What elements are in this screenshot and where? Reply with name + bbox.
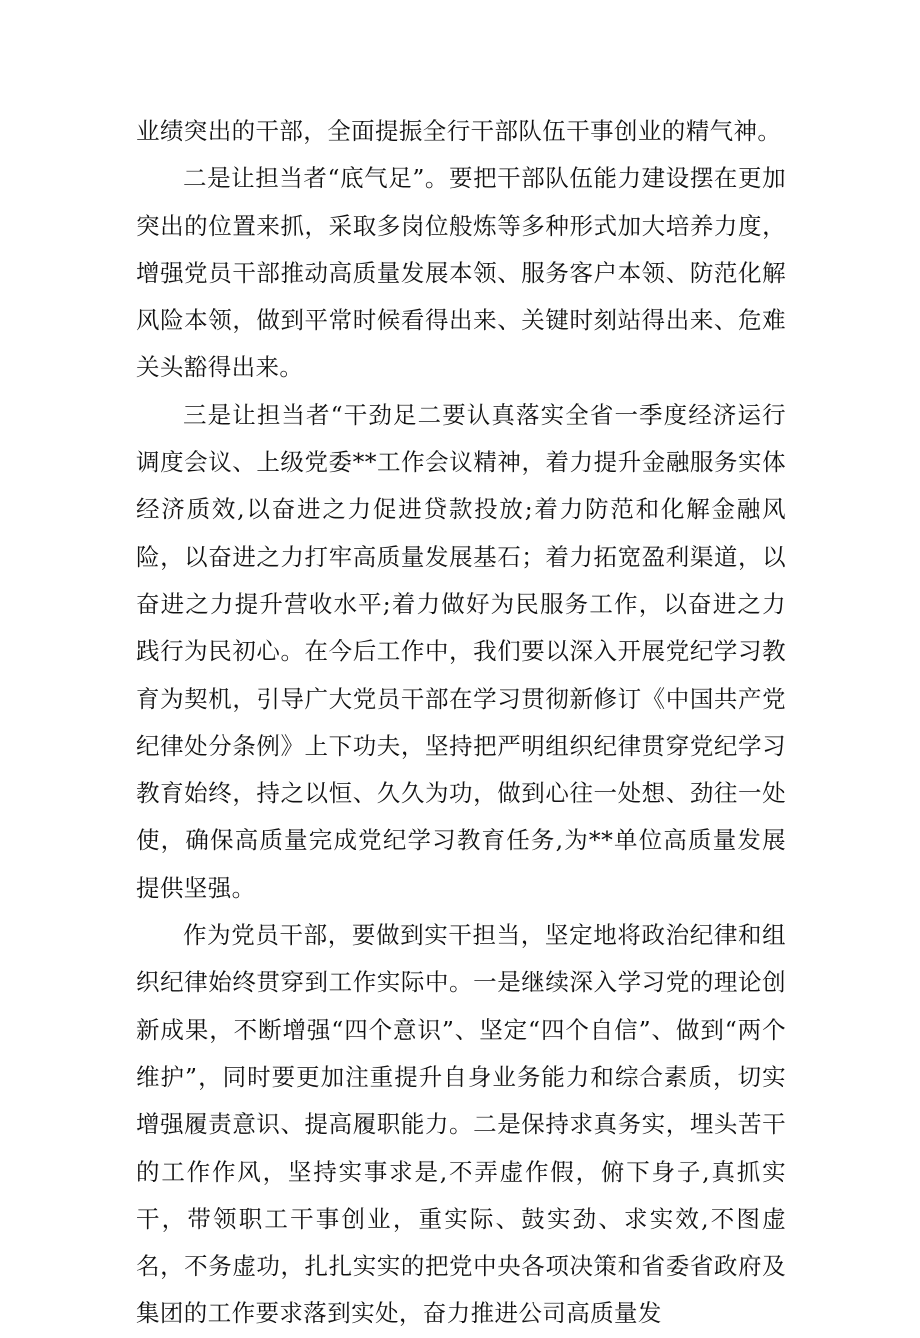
paragraph-2: 二是让担当者“底气足”。要把干部队伍能力建设摆在更加突出的位置来抓，采取多岗位般炼等多种形式加大培养力度，增强党员干部推动高质量发展本领、服务客户本领、防范化解风险本领，做到平常时候看得出来、关键时刻站得出来、危难关头豁得出来。 — [136, 164, 786, 382]
document-body — [136, 108, 786, 1338]
paragraph-3: 三是让担当者“干劲足二要认真落实全省一季度经济运行调度会议、上级党委**工作会议精神，着力提升金融服务实体经济质效,以奋进之力促进贷款投放;着力防范和化解金融风险，以奋进之力打牢高质量发展基石；着力拓宽盈利渠道，以奋进之力提升营收水平;着力做好为民服务工作，以奋进之力践行为民初心。在今后工作中，我们要以深入开展党纪学习教育为契机，引导广大党员干部在学习贯彻新修订《中国共产党纪律处分条例》上下功夫，坚持把严明组织纪律贯穿党纪学习教育始终，持之以恒、久久为功，做到心往一处想、劲往一处使，确保高质量完成党纪学习教育任务,为**单位高质量发展提供坚强。 — [136, 400, 786, 902]
paragraph-4: 作为党员干部，要做到实干担当，坚定地将政治纪律和组织纪律始终贯穿到工作实际中。一是继续深入学习党的理论创新成果，不断增强“四个意识”、坚定“四个自信”、做到“两个维护”，同时要更加注重提升自身业务能力和综合素质，切实增强履责意识、提高履职能力。二是保持求真务实，埋头苦干的工作作风，坚持实事求是,不弄虚作假，俯下身子,真抓实干，带领职工干事创业，重实际、鼓实劲、求实效,不图虚名，不务虚功，扎扎实实的把党中央各项决策和省委省政府及集团的工作要求落到实处，奋力推进公司高质量发 — [136, 921, 786, 1328]
paragraph-1: 业绩突出的干部，全面提振全行干部队伍干事创业的精气神。 — [136, 117, 782, 145]
